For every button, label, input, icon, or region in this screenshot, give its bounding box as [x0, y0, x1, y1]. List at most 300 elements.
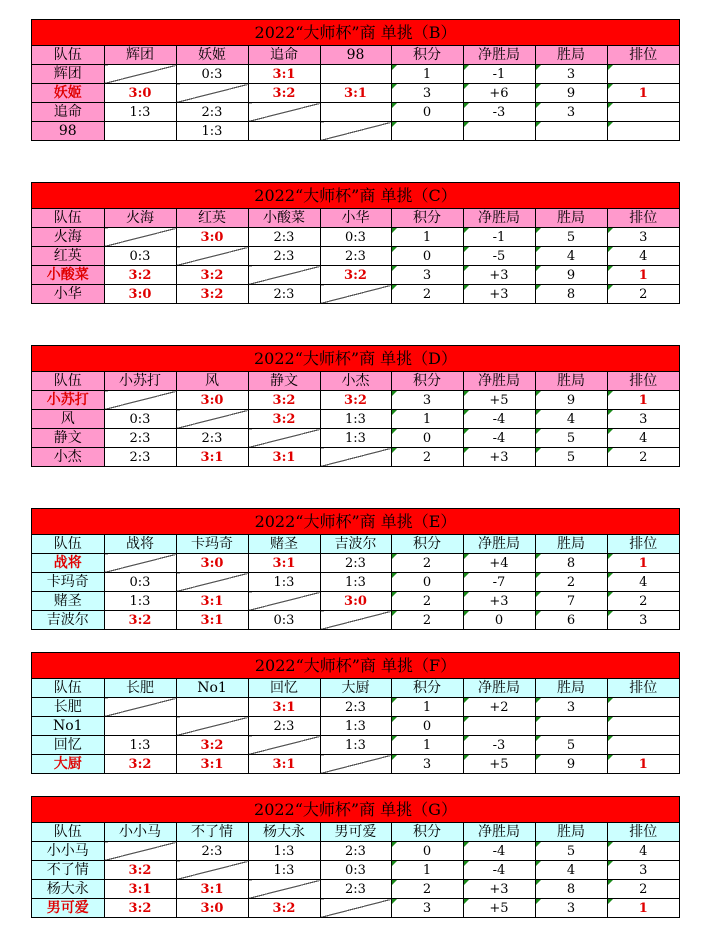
- games-won-cell: 8: [535, 554, 607, 573]
- games-won-cell: 5: [535, 448, 607, 467]
- column-header: No1: [176, 679, 248, 698]
- team-name: 小华: [32, 285, 104, 304]
- column-header: 排位: [607, 535, 679, 554]
- score-cell: 3:0: [320, 592, 391, 611]
- score-cell: 3:2: [104, 611, 176, 630]
- column-header: 胜局: [535, 209, 607, 228]
- column-header: 小华: [320, 209, 391, 228]
- team-name: 长肥: [32, 698, 104, 717]
- games-won-cell: 5: [535, 842, 607, 861]
- self-match-cell: [104, 842, 176, 861]
- points-cell: 0: [391, 103, 463, 122]
- points-cell: 1: [391, 410, 463, 429]
- games-won-cell: 9: [535, 266, 607, 285]
- column-header: 妖姬: [176, 46, 248, 65]
- table-row: [32, 65, 679, 84]
- table-row: [32, 592, 679, 611]
- score-cell: 2:3: [248, 247, 320, 266]
- net-games-cell: -4: [463, 861, 535, 880]
- score-cell: 3:0: [176, 391, 248, 410]
- net-games-cell: +3: [463, 448, 535, 467]
- net-games-cell: [463, 122, 535, 141]
- column-header: 胜局: [535, 372, 607, 391]
- team-name: 小苏打: [32, 391, 104, 410]
- column-header: 净胜局: [463, 679, 535, 698]
- column-header: 积分: [391, 679, 463, 698]
- net-games-cell: +3: [463, 880, 535, 899]
- column-header: 排位: [607, 372, 679, 391]
- table-row: [32, 391, 679, 410]
- rank-cell: 4: [607, 429, 679, 448]
- score-cell: 0:3: [320, 861, 391, 880]
- games-won-cell: 3: [535, 65, 607, 84]
- games-won-cell: 9: [535, 84, 607, 103]
- points-cell: 3: [391, 391, 463, 410]
- score-cell: [248, 122, 320, 141]
- score-cell: 1:3: [248, 573, 320, 592]
- points-cell: 2: [391, 611, 463, 630]
- score-cell: 2:3: [176, 429, 248, 448]
- rank-cell: 3: [607, 861, 679, 880]
- column-header: 队伍: [32, 823, 104, 842]
- column-header: 赌圣: [248, 535, 320, 554]
- rank-cell: 1: [607, 391, 679, 410]
- self-match-cell: [176, 84, 248, 103]
- standings-table: [32, 209, 679, 303]
- group-d: [31, 345, 680, 467]
- games-won-cell: 5: [535, 228, 607, 247]
- points-cell: [391, 122, 463, 141]
- rank-cell: 4: [607, 842, 679, 861]
- points-cell: 1: [391, 698, 463, 717]
- score-cell: 3:2: [248, 899, 320, 918]
- score-cell: 2:3: [176, 842, 248, 861]
- column-header: 净胜局: [463, 823, 535, 842]
- games-won-cell: 9: [535, 755, 607, 774]
- column-header: 战将: [104, 535, 176, 554]
- score-cell: 0:3: [104, 573, 176, 592]
- self-match-cell: [248, 736, 320, 755]
- table-row: [32, 266, 679, 285]
- score-cell: [104, 717, 176, 736]
- net-games-cell: +3: [463, 266, 535, 285]
- team-name: 火海: [32, 228, 104, 247]
- points-cell: 2: [391, 592, 463, 611]
- rank-cell: 2: [607, 592, 679, 611]
- team-name: 赌圣: [32, 592, 104, 611]
- column-header: 追命: [248, 46, 320, 65]
- self-match-cell: [320, 285, 391, 304]
- rank-cell: [607, 698, 679, 717]
- net-games-cell: -1: [463, 228, 535, 247]
- self-match-cell: [176, 410, 248, 429]
- score-cell: 3:0: [176, 228, 248, 247]
- self-match-cell: [248, 592, 320, 611]
- games-won-cell: 9: [535, 391, 607, 410]
- table-row: [32, 554, 679, 573]
- column-header: 长肥: [104, 679, 176, 698]
- group-b: [31, 19, 680, 141]
- column-header: 红英: [176, 209, 248, 228]
- score-cell: 1:3: [176, 122, 248, 141]
- net-games-cell: -4: [463, 410, 535, 429]
- score-cell: 3:2: [248, 84, 320, 103]
- table-row: [32, 285, 679, 304]
- self-match-cell: [104, 391, 176, 410]
- score-cell: 1:3: [320, 717, 391, 736]
- column-header: 男可爱: [320, 823, 391, 842]
- column-header: 胜局: [535, 535, 607, 554]
- self-match-cell: [248, 880, 320, 899]
- points-cell: 3: [391, 899, 463, 918]
- score-cell: 0:3: [104, 410, 176, 429]
- group-title: 2022“大师杯”商 单挑（F）: [32, 653, 679, 679]
- column-header: 积分: [391, 46, 463, 65]
- group-title: 2022“大师杯”商 单挑（E）: [32, 509, 679, 535]
- group-title: 2022“大师杯”商 单挑（D）: [32, 346, 679, 372]
- score-cell: 3:2: [320, 266, 391, 285]
- column-header: 小小马: [104, 823, 176, 842]
- score-cell: 3:1: [248, 65, 320, 84]
- games-won-cell: 2: [535, 573, 607, 592]
- column-header: 队伍: [32, 535, 104, 554]
- games-won-cell: 5: [535, 429, 607, 448]
- score-cell: 3:1: [248, 448, 320, 467]
- score-cell: 0:3: [248, 611, 320, 630]
- table-row: [32, 880, 679, 899]
- group-c: [31, 182, 680, 304]
- score-cell: 2:3: [248, 285, 320, 304]
- score-cell: 3:2: [176, 736, 248, 755]
- column-header: 吉波尔: [320, 535, 391, 554]
- self-match-cell: [248, 429, 320, 448]
- net-games-cell: -1: [463, 65, 535, 84]
- score-cell: 3:1: [176, 755, 248, 774]
- score-cell: 3:0: [176, 554, 248, 573]
- column-header: 净胜局: [463, 535, 535, 554]
- table-row: [32, 573, 679, 592]
- score-cell: 3:2: [248, 391, 320, 410]
- score-cell: [320, 103, 391, 122]
- score-cell: 0:3: [320, 228, 391, 247]
- column-header: 回忆: [248, 679, 320, 698]
- score-cell: 2:3: [320, 842, 391, 861]
- table-row: [32, 228, 679, 247]
- rank-cell: 3: [607, 228, 679, 247]
- team-name: 静文: [32, 429, 104, 448]
- group-g: [31, 796, 680, 918]
- score-cell: 3:0: [104, 84, 176, 103]
- column-header: 不了情: [176, 823, 248, 842]
- team-name: 小酸菜: [32, 266, 104, 285]
- column-header: 静文: [248, 372, 320, 391]
- self-match-cell: [320, 122, 391, 141]
- table-row: [32, 84, 679, 103]
- table-row: [32, 429, 679, 448]
- self-match-cell: [176, 717, 248, 736]
- table-row: [32, 122, 679, 141]
- score-cell: 3:2: [176, 266, 248, 285]
- column-header: 火海: [104, 209, 176, 228]
- score-cell: 1:3: [320, 573, 391, 592]
- table-row: [32, 717, 679, 736]
- net-games-cell: +4: [463, 554, 535, 573]
- score-cell: 2:3: [320, 698, 391, 717]
- score-cell: 3:2: [104, 755, 176, 774]
- score-cell: 3:0: [104, 285, 176, 304]
- column-header: 小酸菜: [248, 209, 320, 228]
- team-name: 回忆: [32, 736, 104, 755]
- games-won-cell: 5: [535, 736, 607, 755]
- team-name: 小小马: [32, 842, 104, 861]
- net-games-cell: 0: [463, 611, 535, 630]
- games-won-cell: [535, 717, 607, 736]
- net-games-cell: +6: [463, 84, 535, 103]
- column-header: 风: [176, 372, 248, 391]
- team-name: 红英: [32, 247, 104, 266]
- net-games-cell: +2: [463, 698, 535, 717]
- score-cell: 1:3: [104, 103, 176, 122]
- header-row: [32, 372, 679, 391]
- score-cell: 3:1: [176, 592, 248, 611]
- net-games-cell: +5: [463, 899, 535, 918]
- column-header: 积分: [391, 535, 463, 554]
- score-cell: 2:3: [248, 717, 320, 736]
- score-cell: 3:1: [248, 755, 320, 774]
- net-games-cell: [463, 717, 535, 736]
- points-cell: 3: [391, 755, 463, 774]
- games-won-cell: 4: [535, 861, 607, 880]
- score-cell: 1:3: [104, 736, 176, 755]
- column-header: 队伍: [32, 46, 104, 65]
- table-row: [32, 842, 679, 861]
- column-header: 大厨: [320, 679, 391, 698]
- team-name: 吉波尔: [32, 611, 104, 630]
- net-games-cell: -5: [463, 247, 535, 266]
- score-cell: 3:1: [176, 448, 248, 467]
- score-cell: 2:3: [320, 247, 391, 266]
- header-row: [32, 823, 679, 842]
- net-games-cell: +5: [463, 391, 535, 410]
- column-header: 卡玛奇: [176, 535, 248, 554]
- table-row: [32, 698, 679, 717]
- column-header: 胜局: [535, 46, 607, 65]
- points-cell: 2: [391, 554, 463, 573]
- score-cell: 3:1: [248, 554, 320, 573]
- header-row: [32, 209, 679, 228]
- score-cell: 3:2: [248, 410, 320, 429]
- column-header: 排位: [607, 209, 679, 228]
- score-cell: 3:2: [104, 266, 176, 285]
- team-name: 98: [32, 122, 104, 141]
- net-games-cell: -4: [463, 842, 535, 861]
- rank-cell: 2: [607, 880, 679, 899]
- column-header: 队伍: [32, 372, 104, 391]
- self-match-cell: [104, 228, 176, 247]
- score-cell: 3:2: [104, 861, 176, 880]
- self-match-cell: [320, 448, 391, 467]
- points-cell: 0: [391, 573, 463, 592]
- score-cell: 3:1: [176, 880, 248, 899]
- table-row: [32, 899, 679, 918]
- net-games-cell: -4: [463, 429, 535, 448]
- column-header: 队伍: [32, 679, 104, 698]
- points-cell: 1: [391, 736, 463, 755]
- games-won-cell: [535, 122, 607, 141]
- table-row: [32, 410, 679, 429]
- games-won-cell: 8: [535, 880, 607, 899]
- score-cell: 3:2: [176, 285, 248, 304]
- score-cell: 2:3: [320, 554, 391, 573]
- column-header: 杨大永: [248, 823, 320, 842]
- self-match-cell: [248, 103, 320, 122]
- points-cell: 0: [391, 717, 463, 736]
- net-games-cell: +3: [463, 592, 535, 611]
- rank-cell: [607, 717, 679, 736]
- score-cell: 2:3: [104, 448, 176, 467]
- table-row: [32, 103, 679, 122]
- column-header: 积分: [391, 823, 463, 842]
- column-header: 净胜局: [463, 209, 535, 228]
- team-name: 战将: [32, 554, 104, 573]
- points-cell: 1: [391, 65, 463, 84]
- games-won-cell: 3: [535, 698, 607, 717]
- team-name: 杨大永: [32, 880, 104, 899]
- rank-cell: 4: [607, 247, 679, 266]
- score-cell: 2:3: [248, 228, 320, 247]
- score-cell: 3:0: [176, 899, 248, 918]
- rank-cell: 1: [607, 755, 679, 774]
- column-header: 净胜局: [463, 46, 535, 65]
- net-games-cell: -3: [463, 103, 535, 122]
- net-games-cell: -3: [463, 736, 535, 755]
- rank-cell: 2: [607, 448, 679, 467]
- net-games-cell: +5: [463, 755, 535, 774]
- table-row: [32, 736, 679, 755]
- points-cell: 3: [391, 84, 463, 103]
- score-cell: 3:1: [104, 880, 176, 899]
- table-row: [32, 611, 679, 630]
- points-cell: 1: [391, 861, 463, 880]
- score-cell: 3:1: [320, 84, 391, 103]
- table-row: [32, 247, 679, 266]
- rank-cell: [607, 65, 679, 84]
- self-match-cell: [176, 573, 248, 592]
- table-row: [32, 755, 679, 774]
- header-row: [32, 535, 679, 554]
- table-row: [32, 861, 679, 880]
- column-header: 98: [320, 46, 391, 65]
- self-match-cell: [176, 247, 248, 266]
- self-match-cell: [248, 266, 320, 285]
- header-row: [32, 46, 679, 65]
- self-match-cell: [176, 861, 248, 880]
- rank-cell: [607, 736, 679, 755]
- team-name: 辉团: [32, 65, 104, 84]
- score-cell: 0:3: [104, 247, 176, 266]
- points-cell: 2: [391, 880, 463, 899]
- points-cell: 0: [391, 429, 463, 448]
- self-match-cell: [320, 611, 391, 630]
- score-cell: 2:3: [104, 429, 176, 448]
- rank-cell: 1: [607, 899, 679, 918]
- score-cell: 2:3: [320, 880, 391, 899]
- rank-cell: 1: [607, 266, 679, 285]
- self-match-cell: [104, 698, 176, 717]
- points-cell: 2: [391, 285, 463, 304]
- team-name: No1: [32, 717, 104, 736]
- table-row: [32, 448, 679, 467]
- games-won-cell: 6: [535, 611, 607, 630]
- standings-table: [32, 46, 679, 140]
- score-cell: [104, 122, 176, 141]
- column-header: 辉团: [104, 46, 176, 65]
- team-name: 大厨: [32, 755, 104, 774]
- score-cell: 1:3: [320, 429, 391, 448]
- rank-cell: 4: [607, 573, 679, 592]
- self-match-cell: [320, 755, 391, 774]
- team-name: 风: [32, 410, 104, 429]
- team-name: 小杰: [32, 448, 104, 467]
- self-match-cell: [320, 899, 391, 918]
- rank-cell: 2: [607, 285, 679, 304]
- column-header: 积分: [391, 372, 463, 391]
- group-title: 2022“大师杯”商 单挑（G）: [32, 797, 679, 823]
- score-cell: 3:1: [248, 698, 320, 717]
- score-cell: [320, 65, 391, 84]
- score-cell: 3:2: [104, 899, 176, 918]
- points-cell: 3: [391, 266, 463, 285]
- team-name: 男可爱: [32, 899, 104, 918]
- header-row: [32, 679, 679, 698]
- group-title: 2022“大师杯”商 单挑（C）: [32, 183, 679, 209]
- rank-cell: 3: [607, 611, 679, 630]
- team-name: 不了情: [32, 861, 104, 880]
- standings-table: [32, 535, 679, 629]
- self-match-cell: [104, 554, 176, 573]
- column-header: 排位: [607, 46, 679, 65]
- rank-cell: 3: [607, 410, 679, 429]
- rank-cell: [607, 103, 679, 122]
- games-won-cell: 8: [535, 285, 607, 304]
- games-won-cell: 4: [535, 247, 607, 266]
- column-header: 胜局: [535, 679, 607, 698]
- net-games-cell: +3: [463, 285, 535, 304]
- column-header: 队伍: [32, 209, 104, 228]
- score-cell: 1:3: [248, 861, 320, 880]
- points-cell: 1: [391, 228, 463, 247]
- standings-table: [32, 372, 679, 466]
- score-cell: 1:3: [320, 410, 391, 429]
- score-cell: 0:3: [176, 65, 248, 84]
- games-won-cell: 3: [535, 899, 607, 918]
- standings-table: [32, 679, 679, 773]
- rank-cell: 1: [607, 84, 679, 103]
- group-f: [31, 652, 680, 774]
- team-name: 追命: [32, 103, 104, 122]
- group-title: 2022“大师杯”商 单挑（B）: [32, 20, 679, 46]
- score-cell: 2:3: [176, 103, 248, 122]
- points-cell: 0: [391, 247, 463, 266]
- column-header: 净胜局: [463, 372, 535, 391]
- games-won-cell: 3: [535, 103, 607, 122]
- team-name: 卡玛奇: [32, 573, 104, 592]
- score-cell: 3:2: [320, 391, 391, 410]
- net-games-cell: -7: [463, 573, 535, 592]
- group-e: [31, 508, 680, 630]
- column-header: 小苏打: [104, 372, 176, 391]
- column-header: 排位: [607, 823, 679, 842]
